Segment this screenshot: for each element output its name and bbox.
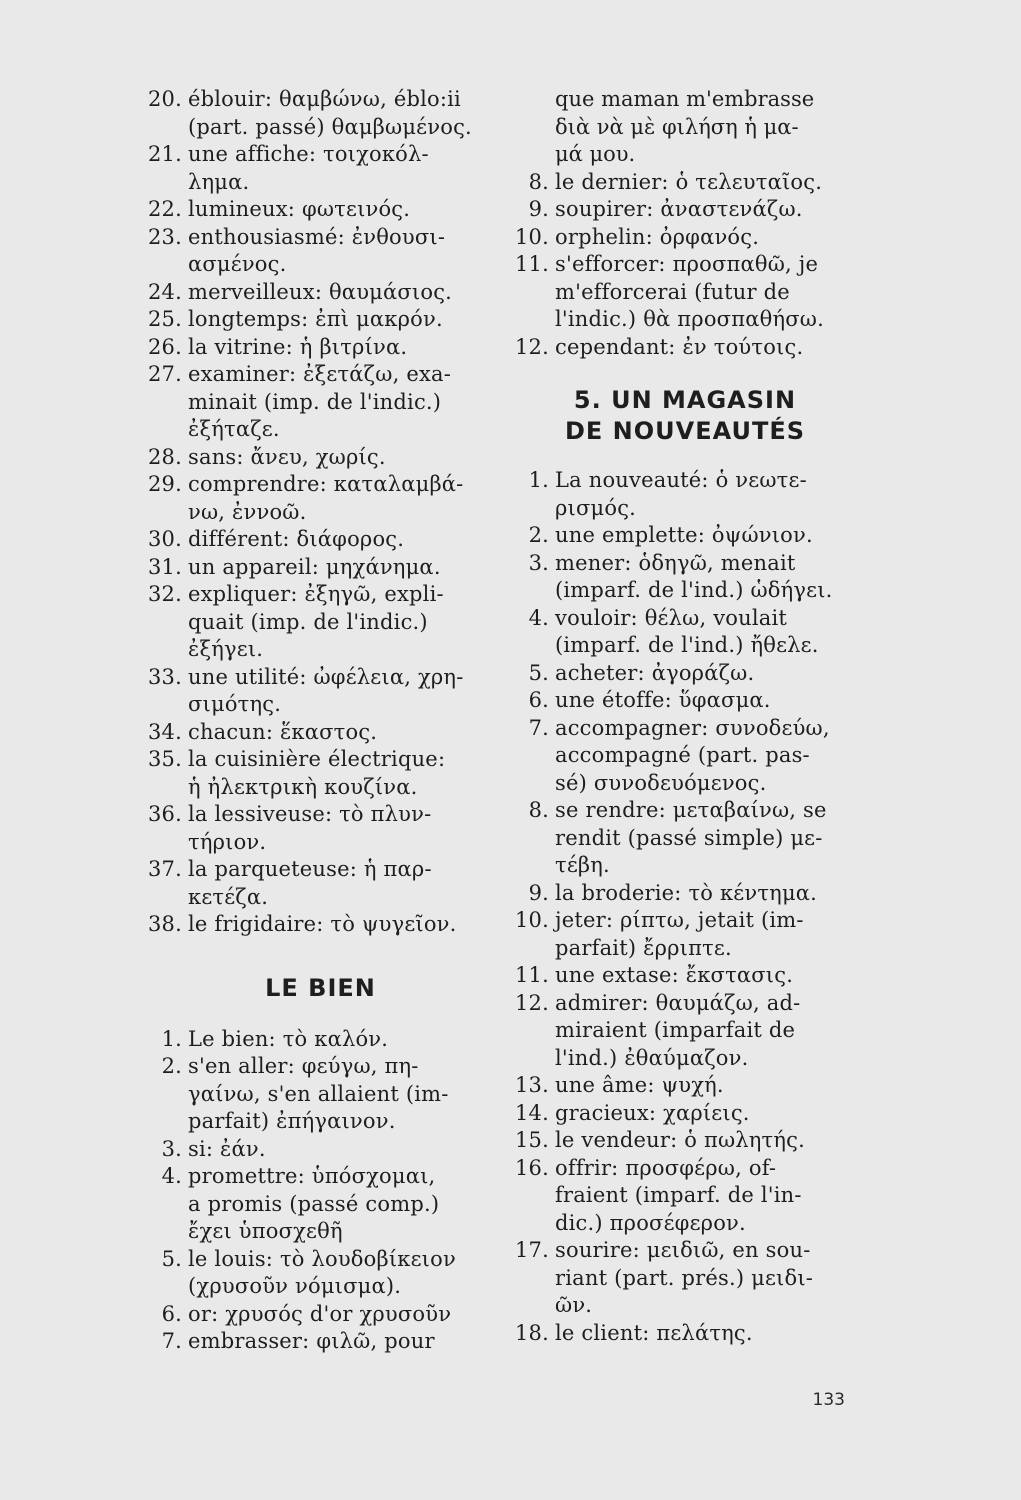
entry-number: 27. (148, 362, 182, 386)
vocab-entry (148, 1328, 493, 1356)
entry-text (555, 605, 855, 660)
entry-line: riant (part. prés.) μειδι- (555, 1265, 814, 1290)
entry-number: 14. (515, 1100, 549, 1125)
left-entries-a (148, 86, 493, 939)
entry-line: si: ἐάν. (188, 1136, 266, 1161)
entry-line: accompagner: συνοδεύω, (555, 715, 830, 740)
entry-text (555, 880, 855, 908)
entry-number: 18. (515, 1320, 549, 1345)
entry-line: le client: πελάτης. (555, 1320, 753, 1345)
entry-text (188, 86, 493, 141)
entry-line: cependant: ἐν τούτοις. (555, 334, 804, 359)
entry-number: 6. (528, 688, 549, 712)
entry-line: mener: ὁδηγῶ, menait (555, 550, 796, 575)
entry-line: une emplette: ὀψώνιον. (555, 523, 813, 547)
vocab-entry (148, 141, 493, 196)
entry-number: 10. (515, 908, 549, 932)
vocab-entry (515, 334, 855, 362)
entry-line: promettre: ὑπόσχομαι, (188, 1164, 436, 1188)
vocab-entry (515, 880, 855, 908)
entry-number: 1. (161, 1026, 182, 1051)
entry-number: 20. (148, 87, 182, 111)
entry-number: 17. (515, 1238, 549, 1262)
entry-line: longtemps: ἐπὶ μακρόν. (188, 307, 443, 331)
entry-text (188, 196, 493, 224)
entry-line: gracieux: χαρίεις. (555, 1100, 750, 1125)
entry-number: 6. (161, 1301, 182, 1326)
right-column (515, 86, 855, 1347)
entry-text (188, 554, 493, 582)
entry-line: la cuisinière électrique: (188, 747, 446, 771)
entry-number: 37. (148, 857, 182, 881)
entry-text (188, 856, 493, 911)
entry-number: 4. (528, 605, 549, 630)
entry-text (555, 715, 855, 798)
vocab-entry (515, 1155, 855, 1238)
entry-line: (χρυσοῦν νόμισμα). (188, 1274, 402, 1298)
entry-text (555, 334, 855, 362)
entry-text (555, 1237, 855, 1320)
entry-text (188, 526, 493, 554)
entry-line: parfait) ἔρριπτε. (555, 935, 732, 960)
entry-text (555, 522, 855, 550)
left-entries-b (148, 1026, 493, 1356)
entry-number: 8. (528, 169, 549, 194)
vocab-entry (148, 334, 493, 362)
entry-line: ἐξήγει. (188, 637, 264, 661)
vocab-entry (515, 907, 855, 962)
entry-line: se rendre: μεταβαίνω, se (555, 798, 827, 822)
vocab-entry (148, 86, 493, 141)
vocab-entry (148, 444, 493, 472)
entry-text (555, 1072, 855, 1100)
vocab-entry (515, 169, 855, 197)
vocab-entry (148, 526, 493, 554)
vocab-entry (148, 224, 493, 279)
entry-text (555, 990, 855, 1073)
entry-line: dic.) προσέφερον. (555, 1210, 746, 1235)
section-heading-le-bien: LE BIEN (265, 973, 376, 1002)
entry-text (555, 1320, 855, 1348)
entry-line: s'efforcer: προσπαθῶ, je (555, 252, 819, 276)
entry-line: offrir: προσφέρω, of- (555, 1155, 777, 1180)
vocab-entry (515, 1237, 855, 1320)
vocab-entry (148, 279, 493, 307)
entry-number: 7. (161, 1329, 182, 1353)
entry-number: 2. (161, 1054, 182, 1078)
right-entries-a (515, 169, 855, 362)
vocab-entry (148, 1026, 493, 1054)
entry-number: 22. (148, 197, 182, 221)
vocab-entry (148, 361, 493, 444)
entry-line: enthousiasmé: ἐνθουσι- (188, 224, 446, 249)
entry-number: 28. (148, 444, 182, 469)
entry-line: Le bien: τὸ καλόν. (188, 1026, 389, 1051)
entry-line: la vitrine: ἡ βιτρίνα. (188, 334, 408, 359)
entry-text (188, 911, 493, 939)
vocab-entry (515, 1072, 855, 1100)
entry-text (555, 797, 855, 880)
entry-line: ἡ ἠλεκτρικὴ κουζίνα. (188, 774, 418, 799)
entry-line: soupirer: ἀναστενάζω. (555, 197, 803, 221)
page-number: 133 (812, 1390, 845, 1410)
entry-line: comprendre: καταλαμβά- (188, 472, 464, 496)
entry-number: 12. (515, 990, 549, 1015)
continuation-line: μά μου. (555, 142, 636, 166)
entry-line: λημα. (188, 169, 250, 194)
vocab-entry (148, 1246, 493, 1301)
entry-number: 35. (148, 747, 182, 771)
entry-line: minait (imp. de l'indic.) (188, 389, 442, 414)
entry-text (188, 224, 493, 279)
entry-number: 3. (528, 550, 549, 575)
vocab-entry (148, 554, 493, 582)
entry-line: l'ind.) ἐθαύμαζον. (555, 1045, 749, 1070)
vocab-entry (148, 801, 493, 856)
entry-text (555, 550, 855, 605)
entry-line: une âme: ψυχή. (555, 1073, 724, 1097)
entry-line: parfait) ἐπήγαινον. (188, 1109, 396, 1133)
entry-number: 34. (148, 719, 182, 744)
entry-line: miraient (imparfait de (555, 1018, 796, 1042)
entry-text (188, 444, 493, 472)
entry-line: κετέζα. (188, 884, 269, 909)
continuation-lines (515, 86, 855, 169)
entry-number: 4. (161, 1164, 182, 1188)
vocab-entry (148, 911, 493, 939)
vocab-entry (515, 251, 855, 334)
entry-number: 23. (148, 224, 182, 249)
entry-number: 5. (528, 660, 549, 685)
vocab-entry (148, 856, 493, 911)
entry-line: une affiche: τοιχοκόλ- (188, 142, 429, 166)
entry-line: (part. passé) θαμβωμένος. (188, 114, 472, 139)
entry-line: m'efforcerai (futur de (555, 279, 790, 304)
vocab-entry (148, 664, 493, 719)
entry-number: 36. (148, 802, 182, 826)
entry-line: (imparf. de l'ind.) ὡδήγει. (555, 578, 833, 602)
entry-number: 11. (515, 963, 549, 987)
entry-text (555, 687, 855, 715)
entry-text (188, 306, 493, 334)
vocab-entry (515, 1320, 855, 1348)
vocab-entry (515, 224, 855, 252)
entry-line: la lessiveuse: τὸ πλυν- (188, 802, 432, 826)
vocab-entry (148, 306, 493, 334)
entry-line: éblouir: θαμβώνω, éblo:ii (188, 87, 461, 111)
entry-text (188, 801, 493, 856)
entry-line: le louis: τὸ λουδοβίκειον (188, 1246, 456, 1271)
entry-line: une extase: ἔκστασις. (555, 963, 794, 987)
right-entries-b (515, 467, 855, 1347)
entry-number: 38. (148, 912, 182, 936)
entry-number: 15. (515, 1128, 549, 1152)
vocab-entry (515, 797, 855, 880)
entry-line: accompagné (part. pas- (555, 743, 810, 767)
entry-line: quait (imp. de l'indic.) (188, 609, 428, 634)
entry-text (188, 279, 493, 307)
entry-line: chacun: ἕκαστος. (188, 719, 378, 744)
heading-line: 5. UN MAGASIN (573, 386, 797, 414)
entry-text (188, 334, 493, 362)
entry-line: ῶν. (555, 1293, 593, 1317)
entry-number: 7. (528, 715, 549, 740)
heading-line: DE NOUVEAUTÉS (565, 417, 805, 445)
entry-number: 32. (148, 582, 182, 606)
entry-text (555, 251, 855, 334)
entry-text (188, 746, 493, 801)
entry-line: la broderie: τὸ κέντημα. (555, 880, 818, 905)
entry-line: le vendeur: ὁ πωλητής. (555, 1128, 805, 1152)
entry-text (188, 1328, 493, 1356)
entry-text (188, 1163, 493, 1246)
vocab-entry (148, 196, 493, 224)
entry-line: ἔχει ὑποσχεθῆ (188, 1219, 343, 1243)
entry-line: rendit (passé simple) με- (555, 825, 823, 850)
vocab-entry (148, 1136, 493, 1164)
entry-line: τήριον. (188, 829, 267, 854)
entry-text (555, 196, 855, 224)
continuation-line: διὰ νὰ μὲ φιλήση ἡ μα- (555, 114, 799, 139)
vocab-entry (515, 196, 855, 224)
vocab-entry (148, 581, 493, 664)
entry-line: ρισμός. (555, 495, 637, 520)
entry-line: fraient (imparf. de l'in- (555, 1183, 802, 1207)
entry-text (555, 660, 855, 688)
entry-line: examiner: ἐξετάζω, exa- (188, 362, 452, 386)
entry-line: ασμένος. (188, 252, 287, 276)
entry-line: un appareil: μηχάνημα. (188, 554, 441, 579)
vocab-entry (515, 1127, 855, 1155)
entry-number: 31. (148, 554, 182, 579)
entry-line: embrasser: φιλῶ, pour (188, 1329, 435, 1353)
vocab-entry (148, 719, 493, 747)
entry-text (555, 467, 855, 522)
entry-number: 12. (515, 334, 549, 359)
entry-line: acheter: ἀγοράζω. (555, 660, 755, 685)
entry-line: La nouveauté: ὁ νεωτε- (555, 468, 807, 492)
entry-line: une étoffe: ὕφασμα. (555, 688, 771, 712)
entry-number: 13. (515, 1073, 549, 1097)
entry-number: 5. (161, 1246, 182, 1271)
vocab-entry (515, 522, 855, 550)
vocab-entry (515, 687, 855, 715)
entry-line: une utilité: ὠφέλεια, χρη- (188, 664, 464, 689)
vocab-entry (515, 990, 855, 1073)
entry-line: sans: ἄνευ, χωρίς. (188, 444, 386, 469)
entry-text (555, 1127, 855, 1155)
entry-line: γαίνω, s'en allaient (im- (188, 1081, 449, 1106)
vocab-entry (148, 1163, 493, 1246)
vocab-entry (515, 1100, 855, 1128)
entry-text (555, 1155, 855, 1238)
entry-text (188, 1053, 493, 1136)
section-heading-magasin (515, 385, 855, 447)
entry-text (188, 471, 493, 526)
entry-text (188, 581, 493, 664)
entry-line: or: χρυσός d'or χρυσοῦν (188, 1301, 452, 1326)
entry-line: le frigidaire: τὸ ψυγεῖον. (188, 912, 457, 936)
entry-number: 8. (528, 798, 549, 822)
entry-text (555, 962, 855, 990)
entry-line: sé) συνοδευόμενος. (555, 770, 767, 795)
entry-number: 29. (148, 472, 182, 496)
entry-number: 25. (148, 307, 182, 331)
vocab-entry (515, 467, 855, 522)
entry-line: orphelin: ὀρφανός. (555, 224, 760, 249)
vocab-entry (515, 550, 855, 605)
entry-number: 21. (148, 142, 182, 166)
entry-number: 24. (148, 279, 182, 304)
vocab-entry (515, 962, 855, 990)
entry-number: 11. (515, 252, 549, 276)
entry-number: 3. (161, 1136, 182, 1161)
entry-text (555, 169, 855, 197)
entry-text (188, 1301, 493, 1329)
entry-line: σιμότης. (188, 692, 282, 716)
entry-number: 26. (148, 334, 182, 359)
entry-line: τέβη. (555, 853, 610, 877)
entry-number: 10. (515, 224, 549, 249)
entry-number: 30. (148, 527, 182, 551)
entry-line: différent: διάφορος. (188, 527, 405, 551)
entry-number: 9. (528, 880, 549, 905)
vocab-entry (148, 1301, 493, 1329)
entry-line: lumineux: φωτεινός. (188, 197, 411, 221)
entry-line: νω, ἐννοῶ. (188, 499, 307, 524)
entry-line: a promis (passé comp.) (188, 1191, 440, 1216)
left-column (148, 86, 493, 1356)
entry-text (555, 224, 855, 252)
entry-text (188, 1136, 493, 1164)
entry-line: merveilleux: θαυμάσιος. (188, 279, 453, 304)
entry-number: 9. (528, 197, 549, 221)
entry-text (188, 664, 493, 719)
entry-line: s'en aller: φεύγω, πη- (188, 1054, 419, 1078)
entry-text (188, 1246, 493, 1301)
entry-line: admirer: θαυμάζω, ad- (555, 990, 801, 1015)
vocab-entry (515, 605, 855, 660)
entry-line: ἐξήταζε. (188, 417, 280, 441)
entry-text (555, 907, 855, 962)
entry-text (188, 361, 493, 444)
entry-line: le dernier: ὁ τελευταῖος. (555, 169, 823, 194)
entry-line: vouloir: θέλω, voulait (555, 605, 788, 630)
entry-text (555, 1100, 855, 1128)
entry-number: 2. (528, 523, 549, 547)
vocab-entry (148, 746, 493, 801)
entry-number: 33. (148, 664, 182, 689)
vocab-entry (148, 471, 493, 526)
vocab-entry (515, 660, 855, 688)
entry-line: jeter: ρίπτω, jetait (im- (555, 908, 804, 932)
continuation-line: que maman m'embrasse (555, 87, 815, 111)
entry-number: 16. (515, 1155, 549, 1180)
entry-text (188, 719, 493, 747)
entry-line: la parqueteuse: ἡ παρ- (188, 857, 432, 881)
entry-number: 1. (528, 468, 549, 492)
entry-line: l'indic.) θὰ προσπαθήσω. (555, 307, 824, 331)
entry-text (188, 141, 493, 196)
vocab-entry (148, 1053, 493, 1136)
entry-line: expliquer: ἐξηγῶ, expli- (188, 582, 444, 606)
entry-text (188, 1026, 493, 1054)
entry-line: (imparf. de l'ind.) ἤθελε. (555, 633, 819, 657)
entry-line: sourire: μειδιῶ, en sou- (555, 1238, 811, 1262)
vocab-entry (515, 715, 855, 798)
